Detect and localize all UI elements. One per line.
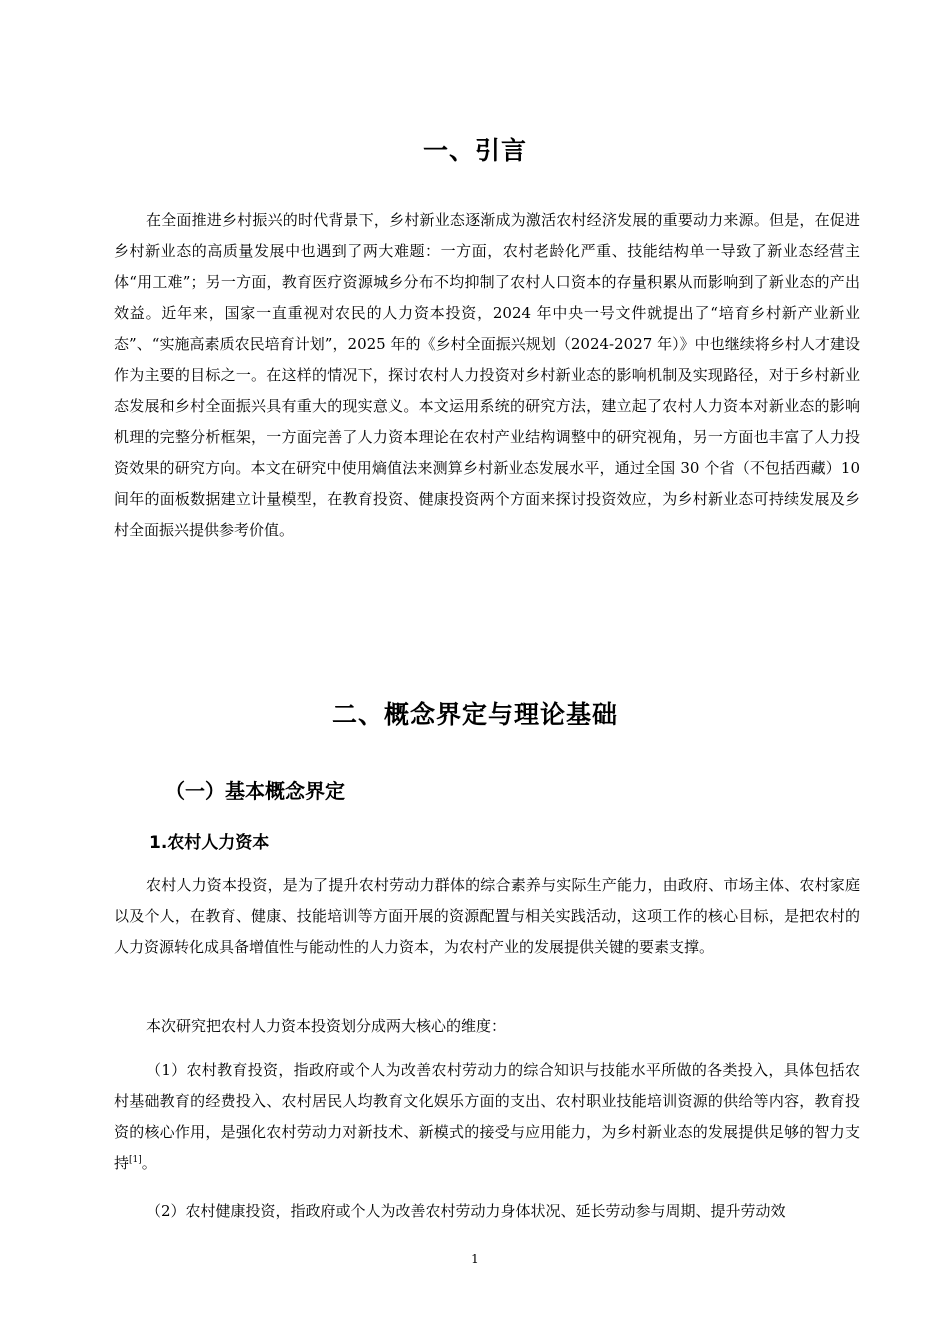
education-investment-end: 。 (141, 1154, 157, 1172)
health-investment-paragraph: （2）农村健康投资，指政府或个人为改善农村劳动力身体状况、延长劳动参与周期、提升劳动效 (146, 1202, 786, 1220)
education-investment-text: （1）农村教育投资，指政府或个人为改善农村劳动力的综合知识与技能水平所做的各类投入，具体包括农村基础教育的经费投入、农村居民人均教育文化娱乐方面的支出、农村职业技能培训资源的供给等内容，教育投资的核心作用，是强化农村劳动力对新技术、新模式的接受与应用能力，为乡村新业态的发展提供足够的智力支持 (114, 1061, 860, 1172)
page-number: 1 (471, 1252, 479, 1266)
section-title-concepts-theory: 二、概念界定与理论基础 (331, 700, 618, 729)
citation-marker: [1] (129, 1155, 142, 1165)
dimensions-intro-paragraph: 本次研究把农村人力资本投资划分成两大核心的维度： (146, 1017, 507, 1035)
section-title-introduction: 一、引言 (422, 136, 527, 165)
education-investment-paragraph (114, 1055, 860, 1179)
subsection-title-basic-concepts: （一）基本概念界定 (165, 779, 345, 803)
introduction-paragraph: 在全面推进乡村振兴的时代背景下，乡村新业态逐渐成为激活农村经济发展的重要动力来源。但是，在促进乡村新业态的高质量发展中也遇到了两大难题：一方面，农村老龄化严重、技能结构单一导致了新业态经营主体“用工难”；另一方面，教育医疗资源城乡分布不均抑制了农村人口资本的存量积累从而影响到了新业态的产出效益。近年来，国家一直重视对农民的人力资本投资，2024 年中央一号文件就提出了“培育乡村新产业新业态”、“实施高素质农民培育计划”，2025 年的《乡村全面振兴规划（2024-2027 年）》中也继续将乡村人才建设作为主要的目标之一。在这样的情况下，探讨农村人力投资对乡村新业态的影响机制及实现路径，对于乡村新业态发展和乡村全面振兴具有重大的现实意义。本文运用系统的研究方法，建立起了农村人力资本对新业态的影响机理的完整分析框架，一方面完善了人力资本理论在农村产业结构调整中的研究视角，另一方面也丰富了人力投资效果的研究方向。本文在研究中使用熵值法来测算乡村新业态发展水平，通过全国 30 个省（不包括西藏）10 间年的面板数据建立计量模型，在教育投资、健康投资两个方面来探讨投资效应，为乡村新业态可持续发展及乡村全面振兴提供参考价值。 (114, 211, 860, 539)
item-title-rural-human-capital: 1.农村人力资本 (149, 833, 270, 853)
definition-paragraph: 农村人力资本投资，是为了提升农村劳动力群体的综合素养与实际生产能力，由政府、市场主体、农村家庭以及个人，在教育、健康、技能培训等方面开展的资源配置与相关实践活动，这项工作的核心目标，是把农村的人力资源转化成具备增值性与能动性的人力资本，为农村产业的发展提供关键的要素支撑。 (114, 876, 860, 956)
